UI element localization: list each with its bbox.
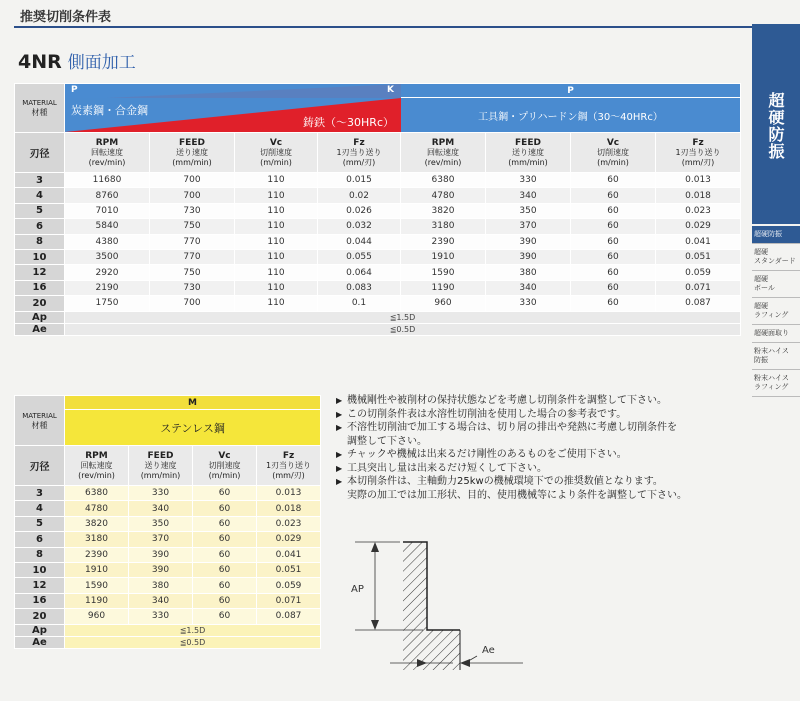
rpm-header: RPM 回転速度 (rev/min) <box>65 446 129 486</box>
feed2-cell: 350 <box>486 203 571 218</box>
feed2-cell: 390 <box>486 234 571 249</box>
dia-label: 刃径 <box>15 446 65 486</box>
diameter-cell: 8 <box>15 547 65 562</box>
diameter-cell: 16 <box>15 280 65 295</box>
vc-cell: 60 <box>193 501 257 516</box>
fz2-cell: 0.051 <box>656 249 741 264</box>
feed2-cell: 330 <box>486 173 571 188</box>
vc-cell: 110 <box>235 280 318 295</box>
fz-cell: 0.041 <box>257 547 321 562</box>
feed-cell: 380 <box>129 578 193 593</box>
rpm2-cell: 3820 <box>401 203 486 218</box>
table-row <box>15 578 321 593</box>
rpm-cell: 5840 <box>65 219 150 234</box>
vc-cell: 110 <box>235 234 318 249</box>
ap-label: Ap <box>15 311 65 323</box>
rpm-cell: 3820 <box>65 516 129 531</box>
vc2-cell: 60 <box>571 188 656 203</box>
feed-cell: 750 <box>150 265 235 280</box>
table-row <box>15 265 741 280</box>
side-nav <box>752 226 800 397</box>
vc-cell: 60 <box>193 593 257 608</box>
ae-leader <box>465 656 477 663</box>
feed-header: FEED 送り速度 (mm/min) <box>486 133 571 173</box>
vc-cell: 60 <box>193 578 257 593</box>
vc-cell: 60 <box>193 547 257 562</box>
fz2-cell: 0.023 <box>656 203 741 218</box>
ae-label: Ae <box>15 323 65 335</box>
side-nav-item[interactable]: 超硬面取り <box>752 325 800 343</box>
rpm2-cell: 960 <box>401 296 486 311</box>
feed-cell: 350 <box>129 516 193 531</box>
table-row <box>15 249 741 264</box>
vc-cell: 110 <box>235 173 318 188</box>
note-item: ▶ 本切削条件は、主軸動力25kwの機械環境下での推奨数値となります。 <box>336 475 746 489</box>
fz2-cell: 0.013 <box>656 173 741 188</box>
feed-cell: 700 <box>150 188 235 203</box>
table-row <box>15 593 321 608</box>
rpm2-cell: 2390 <box>401 234 486 249</box>
fz-cell: 0.051 <box>257 562 321 577</box>
vc2-cell: 60 <box>571 265 656 280</box>
fz-cell: 0.02 <box>318 188 401 203</box>
rpm2-cell: 1190 <box>401 280 486 295</box>
feed-cell: 340 <box>129 593 193 608</box>
note-item: ▶ 機械剛性や被削材の保持状態などを考慮し切削条件を調整して下さい。 <box>336 394 746 408</box>
note-item: 実際の加工では加工形状、目的、使用機械等により条件を調整して下さい。 <box>347 489 687 501</box>
feed-cell: 700 <box>150 296 235 311</box>
vc2-cell: 60 <box>571 280 656 295</box>
rpm2-cell: 1590 <box>401 265 486 280</box>
rpm-cell: 8760 <box>65 188 150 203</box>
fz-header: Fz 1刃当り送り (mm/刃) <box>318 133 401 173</box>
table-row <box>15 532 321 547</box>
group-right-text: 工具鋼・プリハードン鋼（30～40HRc） <box>401 98 741 133</box>
vc-cell: 110 <box>235 188 318 203</box>
feed-cell: 390 <box>129 562 193 577</box>
rpm-cell: 1750 <box>65 296 150 311</box>
vc-cell: 110 <box>235 265 318 280</box>
table-row <box>15 547 321 562</box>
group-k-code: K <box>387 85 394 95</box>
side-nav-item[interactable]: 超硬 ラフィング <box>752 298 800 325</box>
material-label: MATERIAL 材種 <box>15 84 65 133</box>
ae-label: Ae <box>482 645 495 656</box>
group-p-text: 炭素鋼・合金鋼 <box>71 104 148 117</box>
workpiece-hatch <box>403 542 460 670</box>
rpm-cell: 960 <box>65 609 129 624</box>
feed-cell: 770 <box>150 249 235 264</box>
fz2-cell: 0.029 <box>656 219 741 234</box>
page-title <box>18 48 136 73</box>
arrow-down-icon <box>371 620 379 630</box>
header-rule <box>14 26 754 28</box>
table-row <box>15 486 321 501</box>
cutting-table-pk <box>14 83 741 336</box>
diameter-cell: 4 <box>15 188 65 203</box>
rpm-cell: 3500 <box>65 249 150 264</box>
feed2-cell: 340 <box>486 280 571 295</box>
table-row <box>15 280 741 295</box>
fz-cell: 0.023 <box>257 516 321 531</box>
fz-cell: 0.026 <box>318 203 401 218</box>
side-tab[interactable] <box>752 24 800 224</box>
diameter-cell: 4 <box>15 501 65 516</box>
note-item: ▶ この切削条件表は水溶性切削油を使用した場合の参考表です。 <box>336 408 746 422</box>
table-row <box>15 234 741 249</box>
fz2-cell: 0.059 <box>656 265 741 280</box>
group-m-code: M <box>65 396 321 410</box>
table-row <box>15 203 741 218</box>
feed-cell: 730 <box>150 280 235 295</box>
fz-cell: 0.055 <box>318 249 401 264</box>
table-row <box>15 296 741 311</box>
fz-cell: 0.029 <box>257 532 321 547</box>
vc-header: Vc 切削速度 (m/min) <box>235 133 318 173</box>
feed-cell: 390 <box>129 547 193 562</box>
diameter-cell: 8 <box>15 234 65 249</box>
group-right-code: P <box>401 84 741 98</box>
fz2-cell: 0.087 <box>656 296 741 311</box>
diameter-cell: 10 <box>15 249 65 264</box>
feed-cell: 330 <box>129 486 193 501</box>
rpm-cell: 1590 <box>65 578 129 593</box>
diameter-cell: 10 <box>15 562 65 577</box>
vc-cell: 110 <box>235 296 318 311</box>
feed-header: FEED 送り速度 (mm/min) <box>129 446 193 486</box>
feed-cell: 700 <box>150 173 235 188</box>
rpm-cell: 4380 <box>65 234 150 249</box>
rpm-cell: 2920 <box>65 265 150 280</box>
feed2-cell: 380 <box>486 265 571 280</box>
vc2-cell: 60 <box>571 219 656 234</box>
diameter-cell: 6 <box>15 219 65 234</box>
feed-cell: 370 <box>129 532 193 547</box>
fz-cell: 0.015 <box>318 173 401 188</box>
rpm-cell: 4780 <box>65 501 129 516</box>
fz-header: Fz 1刃当り送り (mm/刃) <box>656 133 741 173</box>
rpm2-cell: 6380 <box>401 173 486 188</box>
diameter-cell: 16 <box>15 593 65 608</box>
ap-value: ≦1.5D <box>65 311 741 323</box>
rpm2-cell: 4780 <box>401 188 486 203</box>
fz-cell: 0.087 <box>257 609 321 624</box>
table-row <box>15 219 741 234</box>
ae-value: ≦0.5D <box>65 323 741 335</box>
fz-cell: 0.059 <box>257 578 321 593</box>
table-row <box>15 562 321 577</box>
table-row <box>15 609 321 624</box>
cutting-diagram <box>345 530 535 695</box>
fz-header: Fz 1刃当り送り (mm/刃) <box>257 446 321 486</box>
fz-cell: 0.083 <box>318 280 401 295</box>
group-m-text: ステンレス鋼 <box>65 410 321 446</box>
product-code: 4NR <box>18 51 62 73</box>
side-nav-item[interactable]: 粉末ハイス ラフィング <box>752 370 800 397</box>
side-nav-item[interactable]: 粉末ハイス 防振 <box>752 343 800 370</box>
ap-label: AP <box>351 584 364 595</box>
group-p-code: P <box>71 85 78 95</box>
feed-cell: 770 <box>150 234 235 249</box>
ae-label: Ae <box>15 636 65 648</box>
vc-cell: 60 <box>193 486 257 501</box>
fz-cell: 0.018 <box>257 501 321 516</box>
ae-value: ≦0.5D <box>65 636 321 648</box>
vc2-cell: 60 <box>571 173 656 188</box>
note-item: ▶ 工具突出し量は出来るだけ短くして下さい。 <box>336 462 746 476</box>
fz-cell: 0.071 <box>257 593 321 608</box>
vc-cell: 60 <box>193 609 257 624</box>
vc-header: Vc 切削速度 (m/min) <box>571 133 656 173</box>
vc-cell: 110 <box>235 219 318 234</box>
diameter-cell: 5 <box>15 203 65 218</box>
fz-cell: 0.064 <box>318 265 401 280</box>
rpm-cell: 3180 <box>65 532 129 547</box>
rpm-cell: 2190 <box>65 280 150 295</box>
notes-list <box>336 394 746 502</box>
side-nav-item[interactable]: 超硬 ボール <box>752 271 800 298</box>
note-item: 調整して下さい。 <box>347 435 427 447</box>
vc-cell: 110 <box>235 203 318 218</box>
fz-cell: 0.044 <box>318 234 401 249</box>
diameter-cell: 12 <box>15 265 65 280</box>
fz2-cell: 0.018 <box>656 188 741 203</box>
fz2-cell: 0.041 <box>656 234 741 249</box>
group-pk-header <box>65 84 401 133</box>
note-item: ▶ 不溶性切削油で加工する場合は、切り屑の排出や発熱に考慮し切削条件を <box>336 421 746 435</box>
ap-label: Ap <box>15 624 65 636</box>
rpm-cell: 1190 <box>65 593 129 608</box>
rpm2-cell: 1910 <box>401 249 486 264</box>
feed2-cell: 340 <box>486 188 571 203</box>
table-row <box>15 516 321 531</box>
table-row <box>15 188 741 203</box>
rpm-cell: 6380 <box>65 486 129 501</box>
rpm-cell: 11680 <box>65 173 150 188</box>
vc-cell: 60 <box>193 532 257 547</box>
vc2-cell: 60 <box>571 296 656 311</box>
table-row <box>15 501 321 516</box>
vc2-cell: 60 <box>571 249 656 264</box>
side-tab-label: 超硬防振 <box>766 92 785 160</box>
diameter-cell: 20 <box>15 296 65 311</box>
rpm-header: RPM 回転速度 (rev/min) <box>401 133 486 173</box>
rpm-cell: 1910 <box>65 562 129 577</box>
ap-value: ≦1.5D <box>65 624 321 636</box>
feed-cell: 340 <box>129 501 193 516</box>
feed2-cell: 370 <box>486 219 571 234</box>
side-nav-item[interactable]: 超硬防振 <box>752 226 800 244</box>
note-item: ▶ チャックや機械は出来るだけ剛性のあるものをご使用下さい。 <box>336 448 746 462</box>
feed-header: FEED 送り速度 (mm/min) <box>150 133 235 173</box>
fz-cell: 0.032 <box>318 219 401 234</box>
feed2-cell: 330 <box>486 296 571 311</box>
diameter-cell: 3 <box>15 486 65 501</box>
arrow-up-icon <box>371 542 379 552</box>
diameter-cell: 3 <box>15 173 65 188</box>
vc-cell: 60 <box>193 516 257 531</box>
dia-label: 刃径 <box>15 133 65 173</box>
fz-cell: 0.1 <box>318 296 401 311</box>
table-row <box>15 173 741 188</box>
fz2-cell: 0.071 <box>656 280 741 295</box>
header-title: 推奨切削条件表 <box>20 10 112 25</box>
diameter-cell: 5 <box>15 516 65 531</box>
page-subtitle: 側面加工 <box>67 53 136 73</box>
group-k-text: 鋳鉄（～30HRc） <box>303 116 394 129</box>
feed-cell: 750 <box>150 219 235 234</box>
rpm-cell: 7010 <box>65 203 150 218</box>
diameter-cell: 12 <box>15 578 65 593</box>
cutting-table-m <box>14 395 321 649</box>
diameter-cell: 20 <box>15 609 65 624</box>
side-nav-item[interactable]: 超硬 スタンダード <box>752 244 800 271</box>
fz-cell: 0.013 <box>257 486 321 501</box>
material-label: MATERIAL 材種 <box>15 396 65 446</box>
feed-cell: 730 <box>150 203 235 218</box>
vc-header: Vc 切削速度 (m/min) <box>193 446 257 486</box>
feed-cell: 330 <box>129 609 193 624</box>
vc-cell: 60 <box>193 562 257 577</box>
vc-cell: 110 <box>235 249 318 264</box>
vc2-cell: 60 <box>571 203 656 218</box>
rpm2-cell: 3180 <box>401 219 486 234</box>
rpm-header: RPM 回転速度 (rev/min) <box>65 133 150 173</box>
feed2-cell: 390 <box>486 249 571 264</box>
diameter-cell: 6 <box>15 532 65 547</box>
vc2-cell: 60 <box>571 234 656 249</box>
rpm-cell: 2390 <box>65 547 129 562</box>
